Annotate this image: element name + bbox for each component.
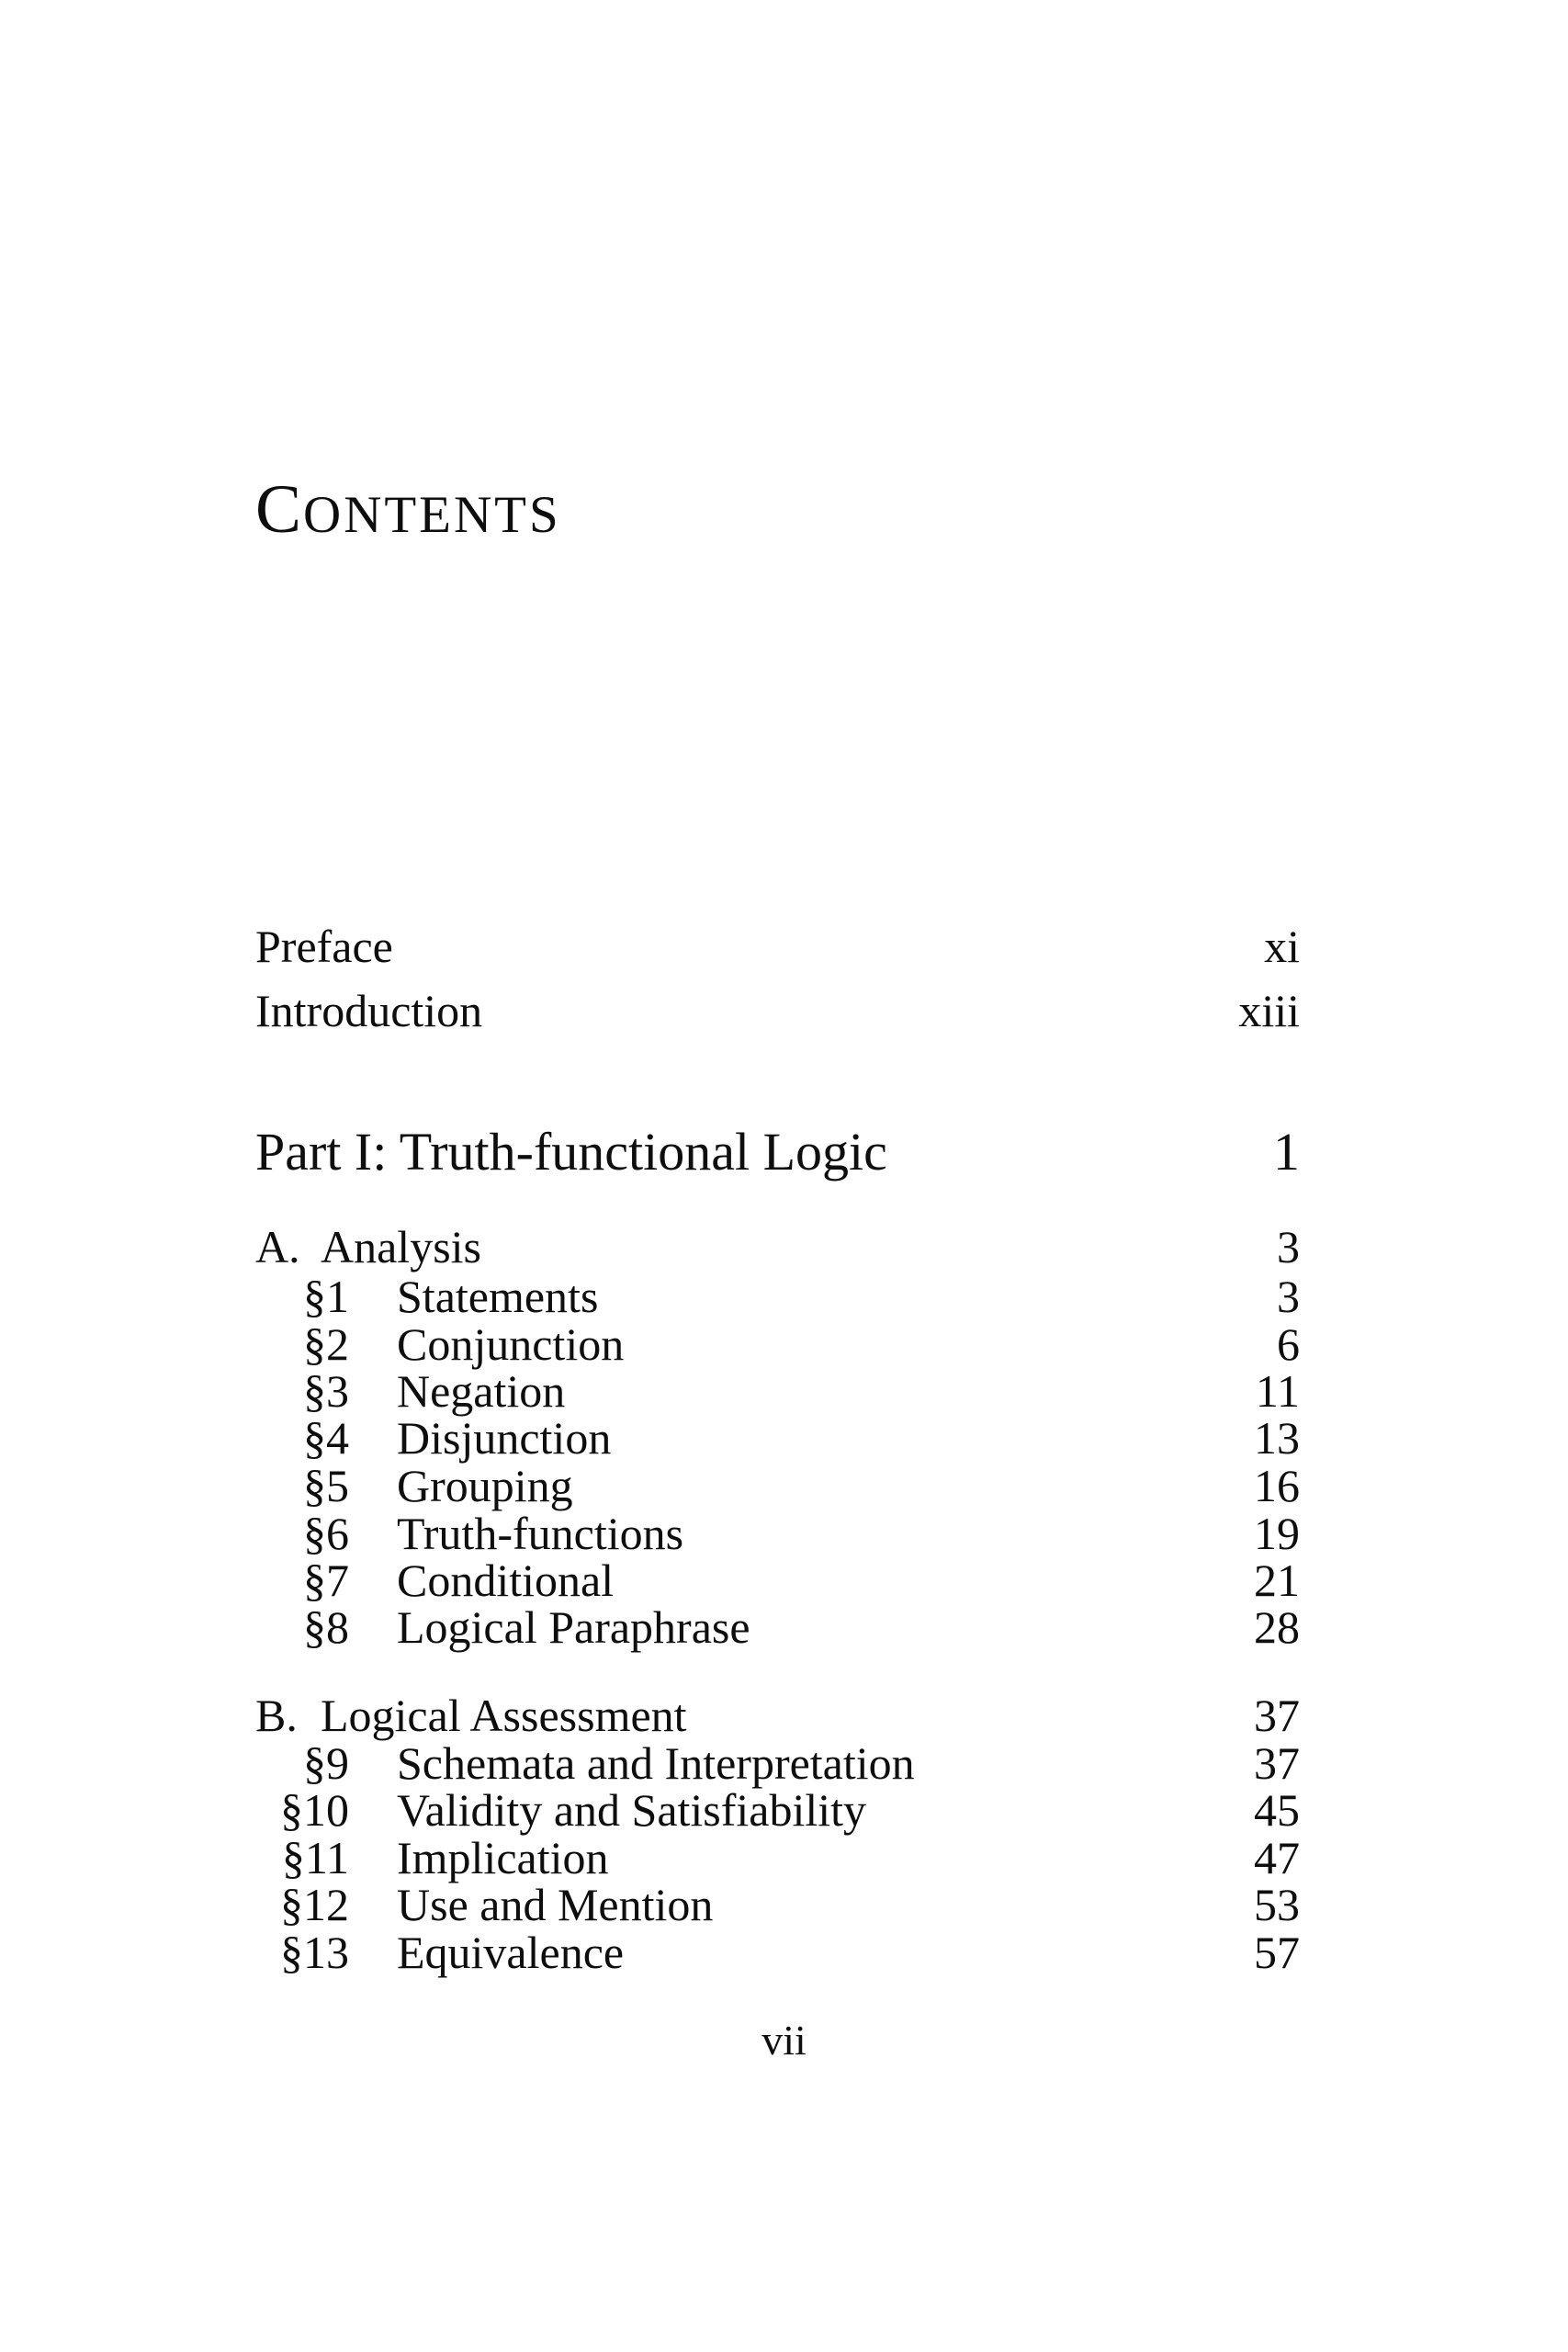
toc-entry-label: Conjunction [397, 1318, 625, 1370]
toc-entry-section-number: §9 [303, 1737, 349, 1789]
toc-entry-letter: A. [255, 1221, 300, 1272]
page-title-initial: C [255, 471, 304, 548]
toc-entry-page-number: 3 [1277, 1221, 1300, 1272]
toc-entry-s4 [255, 1412, 1300, 1464]
toc-entry-label: Disjunction [397, 1412, 612, 1464]
toc-entry-section-number: §3 [303, 1365, 349, 1417]
toc-entry-page-number: xiii [1238, 985, 1300, 1036]
toc-entry-label: Preface [255, 921, 393, 972]
toc-entry-label: Implication [397, 1832, 609, 1883]
toc-entry-label: Grouping [397, 1460, 573, 1511]
toc-entry-section-number: §6 [303, 1508, 349, 1559]
toc-entry-s2 [255, 1318, 1300, 1370]
toc-entry-page-number: 28 [1254, 1601, 1300, 1653]
toc-entry-page-number: 57 [1254, 1927, 1300, 1978]
toc-entry-section-number: §5 [303, 1460, 349, 1511]
toc-entry-page-number: xi [1264, 921, 1300, 972]
toc-entry-s3 [255, 1365, 1300, 1417]
toc-entry-section-number: §12 [280, 1879, 349, 1930]
toc-entry-label: Introduction [255, 985, 483, 1036]
toc-entry-page-number: 45 [1254, 1784, 1300, 1836]
toc-entry-page-number: 47 [1254, 1832, 1300, 1883]
toc-entry-label: Conditional [397, 1555, 615, 1606]
toc-entry-s13 [255, 1927, 1300, 1978]
toc-entry-page-number: 53 [1254, 1879, 1300, 1930]
toc-entry-section-number: §4 [303, 1412, 349, 1464]
toc-entry-page-number: 16 [1254, 1460, 1300, 1511]
toc-entry-page-number: 11 [1255, 1365, 1300, 1417]
toc-entry-label: Analysis [321, 1221, 481, 1272]
toc-entry-page-number: 13 [1254, 1412, 1300, 1464]
page-title [255, 471, 561, 548]
toc-entry-page-number: 6 [1277, 1318, 1300, 1370]
toc-entry-label: Logical Assessment [321, 1690, 687, 1741]
toc-entry-section-b [255, 1690, 1300, 1741]
toc-entry-label: Use and Mention [397, 1879, 714, 1930]
toc-entry-s6 [255, 1508, 1300, 1559]
toc-entry-page-number: 3 [1277, 1271, 1300, 1322]
toc-entry-section-number: §2 [303, 1318, 349, 1370]
toc-entry-section-number: §11 [281, 1832, 349, 1883]
toc-entry-s12 [255, 1879, 1300, 1930]
toc-entry-section-a [255, 1221, 1300, 1272]
toc-entry-s1 [255, 1271, 1300, 1322]
toc-entry-introduction [255, 985, 1300, 1036]
toc-entry-part-i [255, 1122, 1300, 1182]
toc-entry-letter: B. [255, 1690, 298, 1741]
toc-entry-page-number: 1 [1273, 1122, 1300, 1182]
toc-entry-page-number: 19 [1254, 1508, 1300, 1559]
toc-entry-label: Truth-functions [397, 1508, 684, 1559]
toc-entry-section-number: §1 [303, 1271, 349, 1322]
toc-entry-label: Statements [397, 1271, 599, 1322]
page-title-rest: ONTENTS [303, 486, 561, 544]
toc-entry-s7 [255, 1555, 1300, 1606]
toc-entry-section-number: §7 [303, 1555, 349, 1606]
toc-entry-page-number: 37 [1254, 1690, 1300, 1741]
toc-entry-label: Validity and Satisfiability [397, 1784, 867, 1836]
toc-entry-s5 [255, 1460, 1300, 1511]
folio-page-number: vii [761, 2017, 807, 2064]
toc-entry-preface [255, 921, 1300, 972]
toc-entry-section-number: §13 [280, 1927, 349, 1978]
toc-entry-label: Equivalence [397, 1927, 625, 1978]
toc-entry-label: Logical Paraphrase [397, 1601, 750, 1653]
toc-entry-label: Schemata and Interpretation [397, 1737, 915, 1789]
toc-entry-section-number: §8 [303, 1601, 349, 1653]
toc-entry-s11 [255, 1832, 1300, 1883]
toc-entry-s8 [255, 1601, 1300, 1653]
toc-entry-s9 [255, 1737, 1300, 1789]
toc-entry-s10 [255, 1784, 1300, 1836]
toc-entry-label: Part I: Truth-functional Logic [255, 1122, 887, 1182]
toc-entry-page-number: 21 [1254, 1555, 1300, 1606]
toc-entry-section-number: §10 [280, 1784, 349, 1836]
toc-entry-label: Negation [397, 1365, 566, 1417]
toc-entry-page-number: 37 [1254, 1737, 1300, 1789]
